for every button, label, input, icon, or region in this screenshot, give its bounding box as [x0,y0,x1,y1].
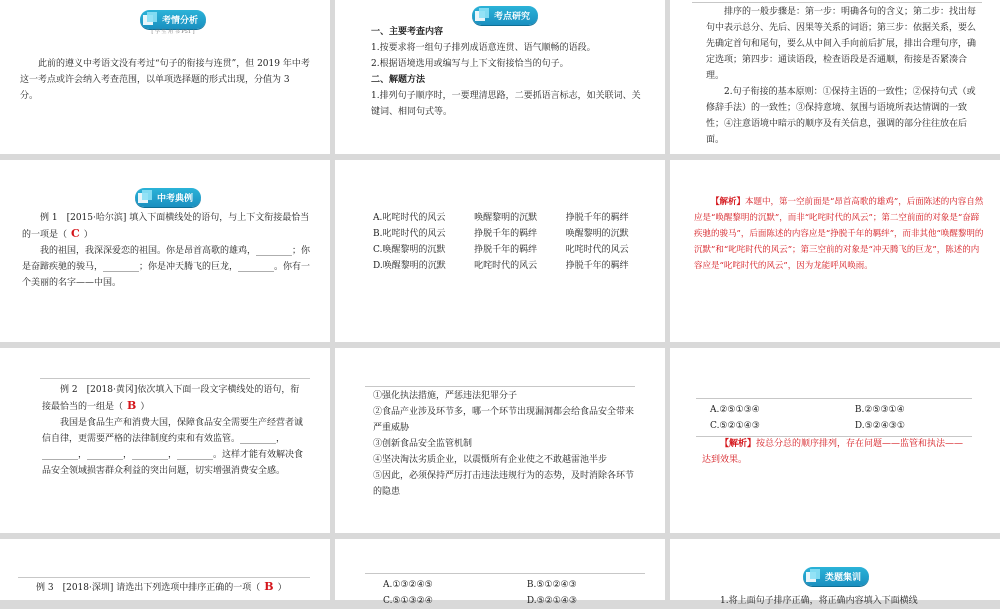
question-close: ） [83,230,93,240]
steps-paragraph: 排序的一般步骤是：第一步：明确各句的含义；第二步：找出每句中表示总分、先后、因果等关系的词语；第三步：依据关系，要么先确定首句和尾句，要么从中间入手向前后扩展，排出合理句序，确定选项；第四步：通读语段，检查语段是否通顺，衔接是否紧凑合理。 [706,7,977,81]
slide-example-1-analysis[interactable] [670,160,1000,342]
section-badge [128,8,218,35]
option-c: C.唤醒黎明的沉默 [373,245,446,255]
option-c: C.⑤②①④③ [710,421,760,431]
practice-text: 1.将上面句子排序正确，将正确内容填入下面横线 [720,596,918,606]
divider [365,386,635,387]
section-badge [786,565,886,587]
option-c-2: 挣脱千年的羁绊 [474,245,538,255]
example-2-question [42,382,306,479]
analysis-text: 此前的遵义中考语文没有考过“句子的衔接与连贯”，但 2019 年中考这一考点或许会纳入考查范围，以单项选择题的形式出现，分值为 3 分。 [20,59,310,101]
key-points-text [371,24,643,120]
answer-letter: B [264,580,274,593]
point-item: 1.按要求将一组句子排列成语意连贯、语气顺畅的语段。 [371,43,596,53]
divider [40,378,310,379]
answer-letter: B [127,399,137,412]
slide-example-3-options[interactable] [335,539,665,606]
point-item: 2.根据语境选用或编写与上下文衔接恰当的句子。 [371,59,569,69]
slide-exam-analysis[interactable] [0,0,330,154]
principles-paragraph: 2.句子衔接的基本原则：①保持主语的一致性；②保持句式（或修辞手法）的一致性；③保持意境、氛围与语境所表达情调的一致性；④注意语境中暗示的顺序及有关信息，强调的部分往往放在后面。 [706,87,976,145]
cube-icon [142,11,158,27]
sentence-item: ④坚决淘汰劣质企业，以震慑所有企业使之不敢越雷池半步 [373,455,608,465]
heading-method: 二、解题方法 [371,75,426,85]
badge-label: 考点研究 [493,11,530,22]
option-a: A.①③②④⑤ [383,580,433,590]
option-b: B.叱咤时代的风云 [373,229,446,239]
question-close: ） [277,583,287,593]
analysis-block [702,436,972,468]
option-d-3: 挣脱千年的羁绊 [565,261,629,271]
option-d-2: 叱咤时代的风云 [474,261,538,271]
answer-letter: C [71,227,80,240]
options-grid [373,210,643,274]
slide-sorting-steps[interactable] [670,0,1000,154]
cube-icon [474,7,490,23]
option-a-3: 挣脱千年的羁绊 [565,213,629,223]
options-grid [383,577,643,609]
option-a: A.②⑤①③④ [710,405,760,415]
option-a-2: 唤醒黎明的沉默 [474,213,538,223]
option-d: D.唤醒黎明的沉默 [373,261,446,271]
analysis-text: 按总分总的顺序排列，存在问题——监管和执法——达到效果。 [702,439,964,465]
heading-content: 一、主要考查内容 [371,27,444,37]
question-text: 例 2 [2018·黄冈]依次填入下面一段文字横线处的语句，衔接最恰当的一组是（ [42,385,300,412]
slide-example-3[interactable] [0,539,330,600]
option-d: D.⑤②④③① [854,421,905,431]
option-b-3: 唤醒黎明的沉默 [565,229,629,239]
analysis-text: 本题中，第一空前面是“昂首高歌的雄鸡”，后面陈述的内容自然应是“唤醒黎明的沉默”，而非“叱咤时代的风云”；第二空前面的对象是“奋蹄疾驰的骏马”，后面陈述的内容应是“挣脱千年的羁绊”，而非其他“唤醒黎明的沉默”和“叱咤时代的风云”；第三空前的对象是“冲天腾飞的巨龙”，陈述的内容应是“叱咤时代的风云”，因为龙能呼风唤雨。 [694,197,984,271]
option-a: A.叱咤时代的风云 [373,213,446,223]
analysis-label: 【解析】 [711,197,746,207]
point-item: 1.排列句子顺序时，一要理清思路，二要抓语言标志，如关联词、关键词、相同句式等。 [371,91,641,117]
cube-icon [137,189,153,205]
slide-key-points[interactable] [335,0,665,154]
option-c: C.⑤①③②④ [383,596,433,606]
analysis-label: 【解析】 [720,439,757,449]
divider [18,577,310,578]
passage-text: 我的祖国，我深深爱恋的祖国。你是昂首高歌的雄鸡，________；你是奋蹄疾驰的骏马，________；你是冲天腾飞的巨龙，________。你有一个美丽的名字——中国。 [22,246,311,288]
badge-label: 考情分析 [161,15,198,26]
sentences-block [373,388,641,500]
slide-practice[interactable] [670,539,1000,606]
question-close: ） [140,402,150,412]
option-b-2: 挣脱千年的羁绊 [474,229,538,239]
option-d: D.⑤②①④③ [526,596,577,606]
example-1-question [22,210,310,291]
options-block [373,210,643,274]
slide-example-2-items[interactable] [335,348,665,533]
question-text: 例 1 [2015·哈尔滨] 填入下面横线处的语句，与上下文衔接最恰当的一项是（ [22,213,310,240]
badge-subtitle: [ 学 生 用 书 P51 ] [151,29,195,35]
option-c-3: 叱咤时代的风云 [565,245,629,255]
slide-example-1-options[interactable] [335,160,665,342]
example-3-question [36,579,316,596]
badge-label: 中考典例 [156,193,193,204]
options-block [710,402,972,434]
section-badge [455,4,555,26]
sentence-item: ③创新食品安全监管机制 [373,439,473,449]
question-text: 例 3 [2018·深圳] 请选出下列选项中排序正确的一项（ [36,583,261,593]
cube-icon [805,568,821,584]
sentence-item: ⑤因此，必须保持严厉打击违法违规行为的态势，及时消除各环节的隐患 [373,471,635,497]
sentence-item: ②食品产业涉及环节多，哪一个环节出现漏洞都会给食品安全带来严重威胁 [373,407,635,433]
option-b: B.⑤①②④③ [526,580,577,590]
options-grid [710,402,972,434]
steps-text [706,4,978,148]
passage-text: 我国是食品生产和消费大国，保障食品安全需要生产经营者诚信自律，更需要严格的法律制度约束和有效监管。________，________，________，________，________。这样才能有效解决食品安全领域损害群众利益的突出问题，切实增强消费安全感。 [42,418,304,476]
badge-label: 类题集训 [824,572,861,583]
divider [365,573,645,574]
option-b: B.②⑤③①④ [854,405,905,415]
section-badge [118,186,218,208]
slide-example-2-analysis[interactable] [670,348,1000,533]
divider [696,398,972,399]
analysis-block [694,194,984,274]
divider [692,2,982,3]
sentence-item: ①强化执法措施，严惩违法犯罪分子 [373,391,518,401]
slide-example-2[interactable] [0,348,330,533]
slide-example-1[interactable] [0,160,330,342]
options-block [383,577,643,609]
